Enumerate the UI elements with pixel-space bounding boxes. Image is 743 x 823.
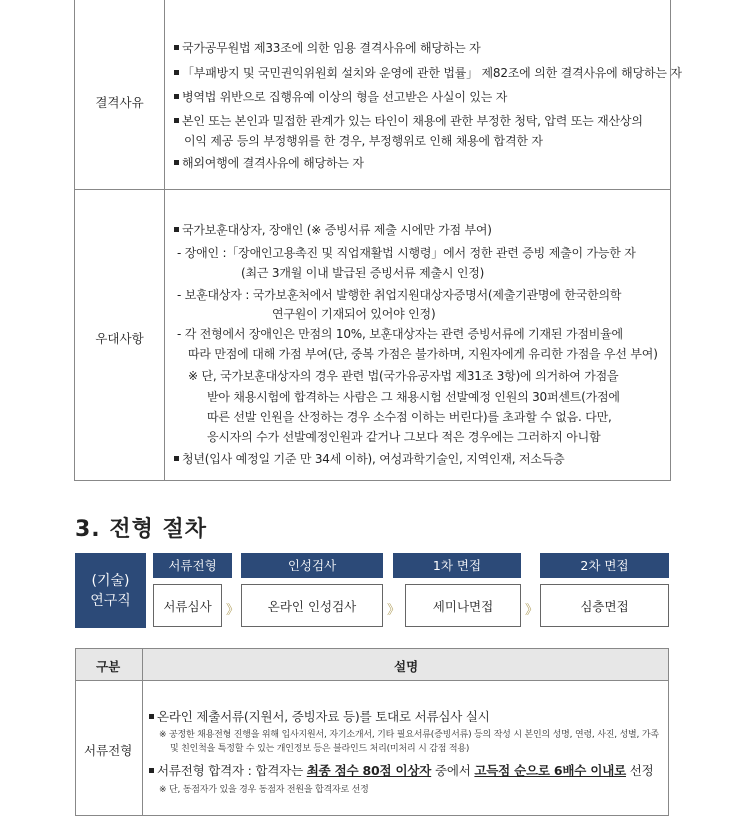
disqualification-label: 결격사유 [95, 95, 144, 110]
preference-line: 청년(입사 예정일 기준 만 34세 이하), 여성과학기술인, 지역인재, 저소득층 [174, 450, 565, 467]
disqualification-item: 해외여행에 결격사유에 해당하는 자 [174, 154, 364, 171]
bullet-square-icon [149, 768, 154, 773]
chevron-right-icon: 》 [525, 603, 539, 618]
bullet-square-icon [149, 714, 154, 719]
section-title: 3. 전형 절차 [75, 517, 207, 542]
preference-line: 연구원이 기재되어 있어야 인정) [272, 307, 436, 321]
disqualification-item: 본인 또는 본인과 밀접한 관계가 있는 타인이 채용에 관한 부정한 청탁, 압력 또는 재산상의 [174, 112, 643, 129]
row-divider [75, 189, 670, 190]
note-line: ※ 단, 동점자가 있을 경우 동점자 전원을 합격자로 선정 [159, 785, 369, 795]
note-line: ※ 공정한 채용전형 진행을 위해 입사지원서, 자기소개서, 기타 필요서류(증빙서류) 등의 작성 시 본인의 성명, 연령, 사진, 성별, 가족 [159, 730, 659, 740]
stage-box: 온라인 인성검사 [241, 584, 383, 627]
stage-head: 1차 면접 [393, 553, 521, 578]
preference-note-line: 응시자의 수가 선발예정인원과 같거나 그보다 적은 경우에는 그러하지 아니함 [207, 430, 601, 444]
disqualification-item: 「부패방지 및 국민권익위원회 설치와 운영에 관한 법률」 제82조에 의한 결격사유에 해당하는 자 [174, 64, 682, 81]
description-line: 온라인 제출서류(지원서, 증빙자료 등)를 토대로 서류심사 실시 [149, 707, 490, 725]
table-header [76, 649, 668, 681]
bullet-square-icon [174, 94, 179, 99]
bullet-square-icon [174, 160, 179, 165]
stage-head: 서류전형 [153, 553, 232, 578]
bullet-square-icon [174, 45, 179, 50]
bullet-square-icon [174, 456, 179, 461]
chevron-right-icon: 》 [387, 603, 401, 618]
process-category-line2: 연구직 [90, 593, 131, 609]
bullet-square-icon [174, 70, 179, 75]
chevron-right-icon: 》 [226, 603, 240, 618]
preference-line: - 보훈대상자 : 국가보훈처에서 발행한 취업지원대상자증명서(제출기관명에 한국한의학 [177, 288, 622, 302]
stage-box: 세미나면접 [405, 584, 521, 627]
description-line: 서류전형 합격자 : 합격자는 최종 점수 80점 이상자 중에서 고득점 순으로 6배수 이내로 선정 [149, 761, 654, 779]
preference-note-line: 받아 채용시험에 합격하는 사람은 그 채용시험 선발예정 인원의 30퍼센트(가점에 [207, 390, 620, 404]
disqualification-item-cont: 이익 제공 등의 부정행위를 한 경우, 부정행위로 인해 채용에 합격한 자 [184, 134, 543, 148]
header-description: 설명 [394, 659, 419, 674]
process-category [75, 553, 146, 628]
preference-line: 따라 만점에 대해 가점 부여(단, 중복 가점은 불가하며, 지원자에게 유리한 가점을 우선 부여) [188, 347, 658, 361]
bullet-square-icon [174, 118, 179, 123]
header-category: 구분 [96, 659, 121, 674]
note-line: 및 친인척을 특정할 수 있는 개인정보 등은 블라인드 처리(미처리 시 감점 적용) [170, 744, 470, 754]
preference-line: - 장애인 :「장애인고용촉진 및 직업재활법 시행령」에서 정한 관련 증빙 제출이 가능한 자 [177, 246, 636, 260]
stage-head: 2차 면접 [540, 553, 669, 578]
preference-note-line: ※ 단, 국가보훈대상자의 경우 관련 법(국가유공자법 제31조 3항)에 의거하여 가점을 [188, 369, 619, 383]
screening-detail-table [75, 648, 669, 816]
column-divider [142, 649, 143, 815]
preference-line: (최근 3개월 이내 발급된 증빙서류 제출시 인정) [241, 266, 485, 280]
preference-note-line: 따른 선발 인원을 산정하는 경우 소수점 이하는 버린다)를 초과할 수 없음. 다만, [207, 410, 612, 424]
row-label: 서류전형 [84, 743, 133, 758]
stage-box: 서류심사 [153, 584, 222, 627]
disqualification-item: 병역법 위반으로 집행유예 이상의 형을 선고받은 사실이 있는 자 [174, 88, 507, 105]
column-divider [164, 0, 165, 480]
emphasis-score: 최종 점수 80점 이상자 [306, 763, 432, 778]
emphasis-rank: 고득점 순으로 6배수 이내로 [474, 763, 626, 778]
disqualification-item: 국가공무원법 제33조에 의한 임용 결격사유에 해당하는 자 [174, 39, 481, 56]
eligibility-table [74, 0, 682, 481]
preference-label: 우대사항 [95, 331, 144, 346]
process-category-line1: (기술) [91, 573, 130, 589]
preference-line: 국가보훈대상자, 장애인 (※ 증빙서류 제출 시에만 가점 부여) [174, 221, 492, 238]
bullet-square-icon [174, 227, 179, 232]
stage-box: 심층면접 [540, 584, 669, 627]
preference-line: - 각 전형에서 장애인은 만점의 10%, 보훈대상자는 관련 증빙서류에 기재된 가점비율에 [177, 327, 623, 341]
stage-head: 인성검사 [241, 553, 383, 578]
